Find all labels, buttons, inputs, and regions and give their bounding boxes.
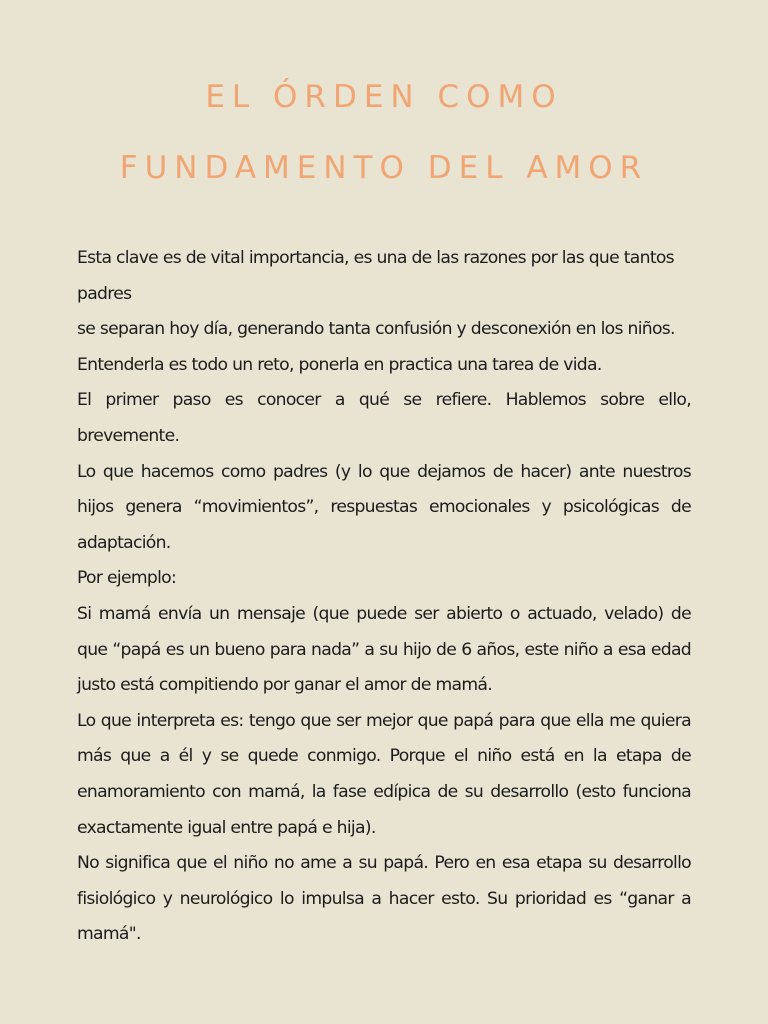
title-block — [0, 62, 768, 204]
page-title-line-2: FUNDAMENTO DEL AMOR — [119, 150, 649, 186]
paragraph: No significa que el niño no ame a su papá. Pero en esa etapa su desarrollo fisiológico y neurológico lo impulsa a hacer esto. Su prioridad es “ganar a mamá". — [77, 853, 691, 945]
paragraph: Esta clave es de vital importancia, es una de las razones por las que tantos padres — [77, 248, 674, 304]
paragraph: El primer paso es conocer a qué se refiere. Hablemos sobre ello, brevemente. — [77, 390, 691, 446]
paragraph: Si mamá envía un mensaje (que puede ser abierto o actuado, velado) de que “papá es un bueno para nada” a su hijo de 6 años, este niño a esa edad justo está compitiendo por ganar el amor de mamá. — [77, 603, 691, 696]
paragraph: se separan hoy día, generando tanta confusión y desconexión en los niños. — [77, 319, 675, 340]
article-body — [77, 241, 691, 953]
page-title-line-1: EL ÓRDEN COMO — [205, 79, 563, 115]
paragraph: Por ejemplo: — [77, 568, 177, 589]
paragraph: Lo que hacemos como padres (y lo que dejamos de hacer) ante nuestros hijos genera “movimientos”, respuestas emocionales y psicológicas de adaptación. — [77, 461, 691, 553]
paragraph: Entenderla es todo un reto, ponerla en practica una tarea de vida. — [77, 354, 602, 375]
paragraph: Lo que interpreta es: tengo que ser mejor que papá para que ella me quiera más que a él y se quede conmigo. Porque el niño está en la etapa de enamoramiento con mamá, la fase edípica de su desarrollo (esto funciona exactamente igual entre papá e hija). — [77, 710, 691, 838]
